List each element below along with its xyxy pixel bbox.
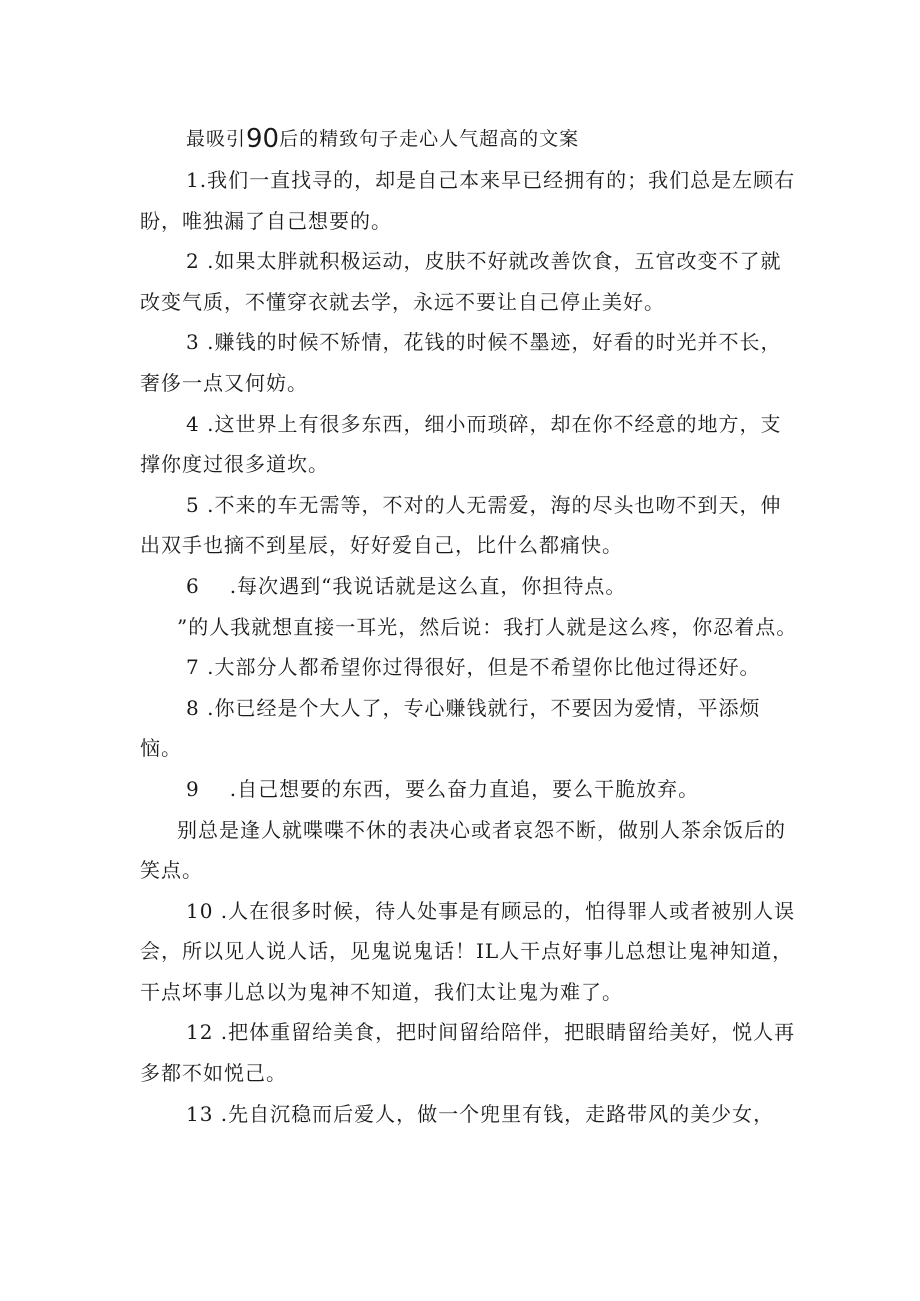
paragraph-text: 不来的车无需等，不对的人无需爱，海的尽头也吻不到天，伸出双手也摘不到星辰，好好爱自己，比什么都痛快。 xyxy=(140,492,782,558)
paragraph-10 xyxy=(140,891,800,1013)
paragraph-number: 8 . xyxy=(186,695,215,720)
paragraph-number: 7 . xyxy=(186,655,215,680)
paragraph-number: 3 . xyxy=(186,330,215,355)
title-suffix: 后的精致句子走心人气超高的文案 xyxy=(279,128,580,150)
paragraph-7 xyxy=(140,647,800,688)
paragraph-13 xyxy=(140,1094,800,1135)
paragraph-text: 你已经是个大人了，专心赚钱就行，不要因为爱情，平添烦恼。 xyxy=(140,695,761,761)
paragraph-text: 先自沉稳而后爱人，做一个兜里有钱，走路带风的美少女， xyxy=(228,1101,775,1126)
title-prefix: 最吸引 xyxy=(186,128,247,150)
paragraph-3 xyxy=(140,322,800,403)
document-body xyxy=(140,160,800,1134)
paragraph-number: 1. xyxy=(186,168,208,192)
paragraph-text: ”的人我就想直接一耳光，然后说：我打人就是这么疼，你忍着点。 xyxy=(177,614,798,639)
paragraph-text: 大部分人都希望你过得很好，但是不希望你比他过得还好。 xyxy=(214,655,761,680)
paragraph-6 xyxy=(140,566,800,607)
paragraph-number: 5 . xyxy=(186,492,215,517)
paragraph-number: 9 xyxy=(186,776,200,801)
paragraph-8 xyxy=(140,688,800,769)
document-title xyxy=(186,124,579,154)
title-number: 90 xyxy=(246,124,280,154)
paragraph-1 xyxy=(140,160,800,241)
paragraph-text: 这世界上有很多东西，细小而琐碎，却在你不经意的地方，支撑你度过很多道坎。 xyxy=(140,411,782,477)
paragraph-4 xyxy=(140,404,800,485)
paragraph-text: 如果太胖就积极运动，皮肤不好就改善饮食，五官改变不了就改变气质，不懂穿衣就去学，永远不要让自己停止美好。 xyxy=(140,249,782,314)
paragraph-number: 10 . xyxy=(186,898,229,923)
paragraph-text: 把体重留给美食，把时间留给陪伴，把眼睛留给美好，悦人再多都不如悦己。 xyxy=(140,1020,796,1086)
paragraph-number: 13 . xyxy=(186,1101,229,1126)
paragraph-text: 别总是逢人就喋喋不休的表决心或者哀怨不断，做别人茶余饭后的笑点。 xyxy=(140,817,786,883)
paragraph-number: 2 . xyxy=(186,249,215,274)
paragraph-number: 12 . xyxy=(186,1020,229,1045)
paragraph-9-continued xyxy=(140,810,800,891)
paragraph-12 xyxy=(140,1012,800,1093)
paragraph-number: 4 . xyxy=(186,411,215,436)
paragraph-5 xyxy=(140,485,800,566)
paragraph-text: .自己想要的东西，要么奋力直追，要么干脆放弃。 xyxy=(229,776,700,801)
paragraph-text: 人在很多时候，待人处事是有顾忌的，怕得罪人或者被别人误会，所以见人说人话，见鬼说鬼话！IL人干点好事儿总想让鬼神知道，干点坏事儿总以为鬼神不知道，我们太让鬼为难了。 xyxy=(140,898,796,1004)
paragraph-text: 赚钱的时候不矫情，花钱的时候不墨迹，好看的时光并不长，奢侈一点又何妨。 xyxy=(140,330,782,395)
paragraph-number: 6 xyxy=(186,573,200,598)
paragraph-6-continued xyxy=(140,607,800,648)
paragraph-text: .每次遇到“我说话就是这么直，你担待点。 xyxy=(229,573,627,598)
paragraph-9 xyxy=(140,769,800,810)
paragraph-text: 我们一直找寻的，却是自己本来早已经拥有的；我们总是左顾右盼，唯独漏了自己想要的。 xyxy=(140,168,796,233)
paragraph-2 xyxy=(140,241,800,322)
